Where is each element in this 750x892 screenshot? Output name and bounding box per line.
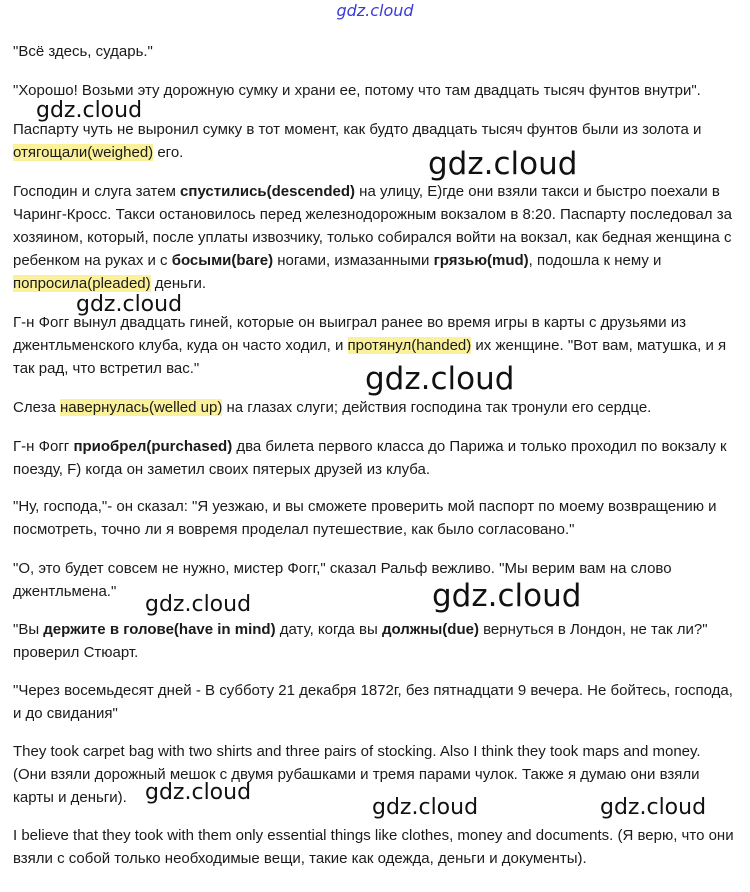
watermark: gdz.cloud: [372, 795, 479, 820]
paragraph-5: Г-н Фогг вынул двадцать гиней, которые он выиграл ранее во время игры в карты с друзьями из джентльменского клуба, куда он часто ходил, и протянул(handed) их женщине. "Вот вам, матушка, и я так рад, что встретил вас.": [13, 314, 727, 377]
watermark: gdz.cloud: [36, 98, 143, 123]
paragraph-13: I believe that they took with them only essential things like clothes, money and documents. (Я верю, что они взяли с собой только необходимые вещи, такие как одежда, деньги и документы).: [13, 827, 734, 867]
bold-due: должны(due): [381, 621, 479, 638]
paragraph-10: "Вы держите в голове(have in mind) дату, когда вы должны(due) вернуться в Лондон, не так ли?" проверил Стюарт.: [13, 621, 708, 661]
bold-purchased: приобрел(purchased): [73, 438, 233, 455]
highlight-weighed: отягощали(weighed): [13, 144, 154, 161]
bold-have-in-mind: держите в голове(have in mind): [43, 621, 276, 638]
bold-mud: грязью(mud): [433, 252, 529, 269]
paragraph-8: "Ну, господа,"- он сказал: "Я уезжаю, и вы сможете проверить мой паспорт по моему возвращению и посмотреть, точно ли я вовремя проделал путешествие, как было согласовано.": [13, 498, 717, 538]
paragraph-11: "Через восемьдесят дней - В субботу 21 декабря 1872г, без пятнадцати 9 вечера. Не бойтесь, господа, и до свидания": [13, 682, 733, 722]
paragraph-1: "Всё здесь, сударь.": [13, 43, 153, 60]
paragraph-6: Слеза навернулась(welled up) на глазах слуги; действия господина так тронули его сердце.: [13, 399, 652, 416]
paragraph-7: Г-н Фогг приобрел(purchased) два билета первого класса до Парижа и только проходил по вокзалу к поезду, F) когда он заметил своих пятерых друзей из клуба.: [13, 438, 727, 478]
watermark: gdz.cloud: [432, 578, 582, 614]
watermark: gdz.cloud: [145, 592, 252, 617]
paragraph-3: Паспарту чуть не выронил сумку в тот момент, как будто двадцать тысяч фунтов были из золота и отягощали(weighed) его.: [13, 121, 702, 161]
highlight-pleaded: попросила(pleaded): [13, 275, 151, 292]
watermark: gdz.cloud: [365, 361, 515, 397]
bold-bare: босыми(bare): [171, 252, 274, 269]
paragraph-2: "Хорошо! Возьми эту дорожную сумку и храни ее, потому что там двадцать тысяч фунтов внутри".: [13, 82, 701, 99]
bold-descended: спустились(descended): [180, 183, 355, 200]
watermark: gdz.cloud: [76, 292, 183, 317]
highlight-welled-up: навернулась(welled up): [60, 399, 223, 416]
watermark-top[interactable]: gdz.cloud: [336, 1, 414, 20]
watermark: gdz.cloud: [145, 780, 252, 805]
paragraph-9: "О, это будет совсем не нужно, мистер Фогг," сказал Ральф вежливо. "Мы верим вам на слово джентльмена.": [13, 560, 672, 600]
highlight-handed: протянул(handed): [347, 337, 472, 354]
paragraph-4: Господин и слуга затем спустились(descended) на улицу, E)где они взяли такси и быстро поехали в Чаринг-Кросс. Такси остановилось перед железнодорожным вокзалом в 8:20. Паспарту последовал за хозяином, который, после уплаты извозчику, только собирался войти на вокзал, как бедная женщина с ребенком на руках и с босыми(bare) ногами, измазанными грязью(mud), подошла к нему и попросила(pleaded) деньги.: [13, 183, 732, 292]
paragraph-12: They took carpet bag with two shirts and three pairs of stocking. Also I think they took maps and money. (Они взяли дорожный мешок с двумя рубашками и тремя парами чулок. Также я думаю они взяли карты и деньги).: [13, 743, 701, 806]
watermark: gdz.cloud: [600, 795, 707, 820]
watermark: gdz.cloud: [428, 146, 578, 182]
